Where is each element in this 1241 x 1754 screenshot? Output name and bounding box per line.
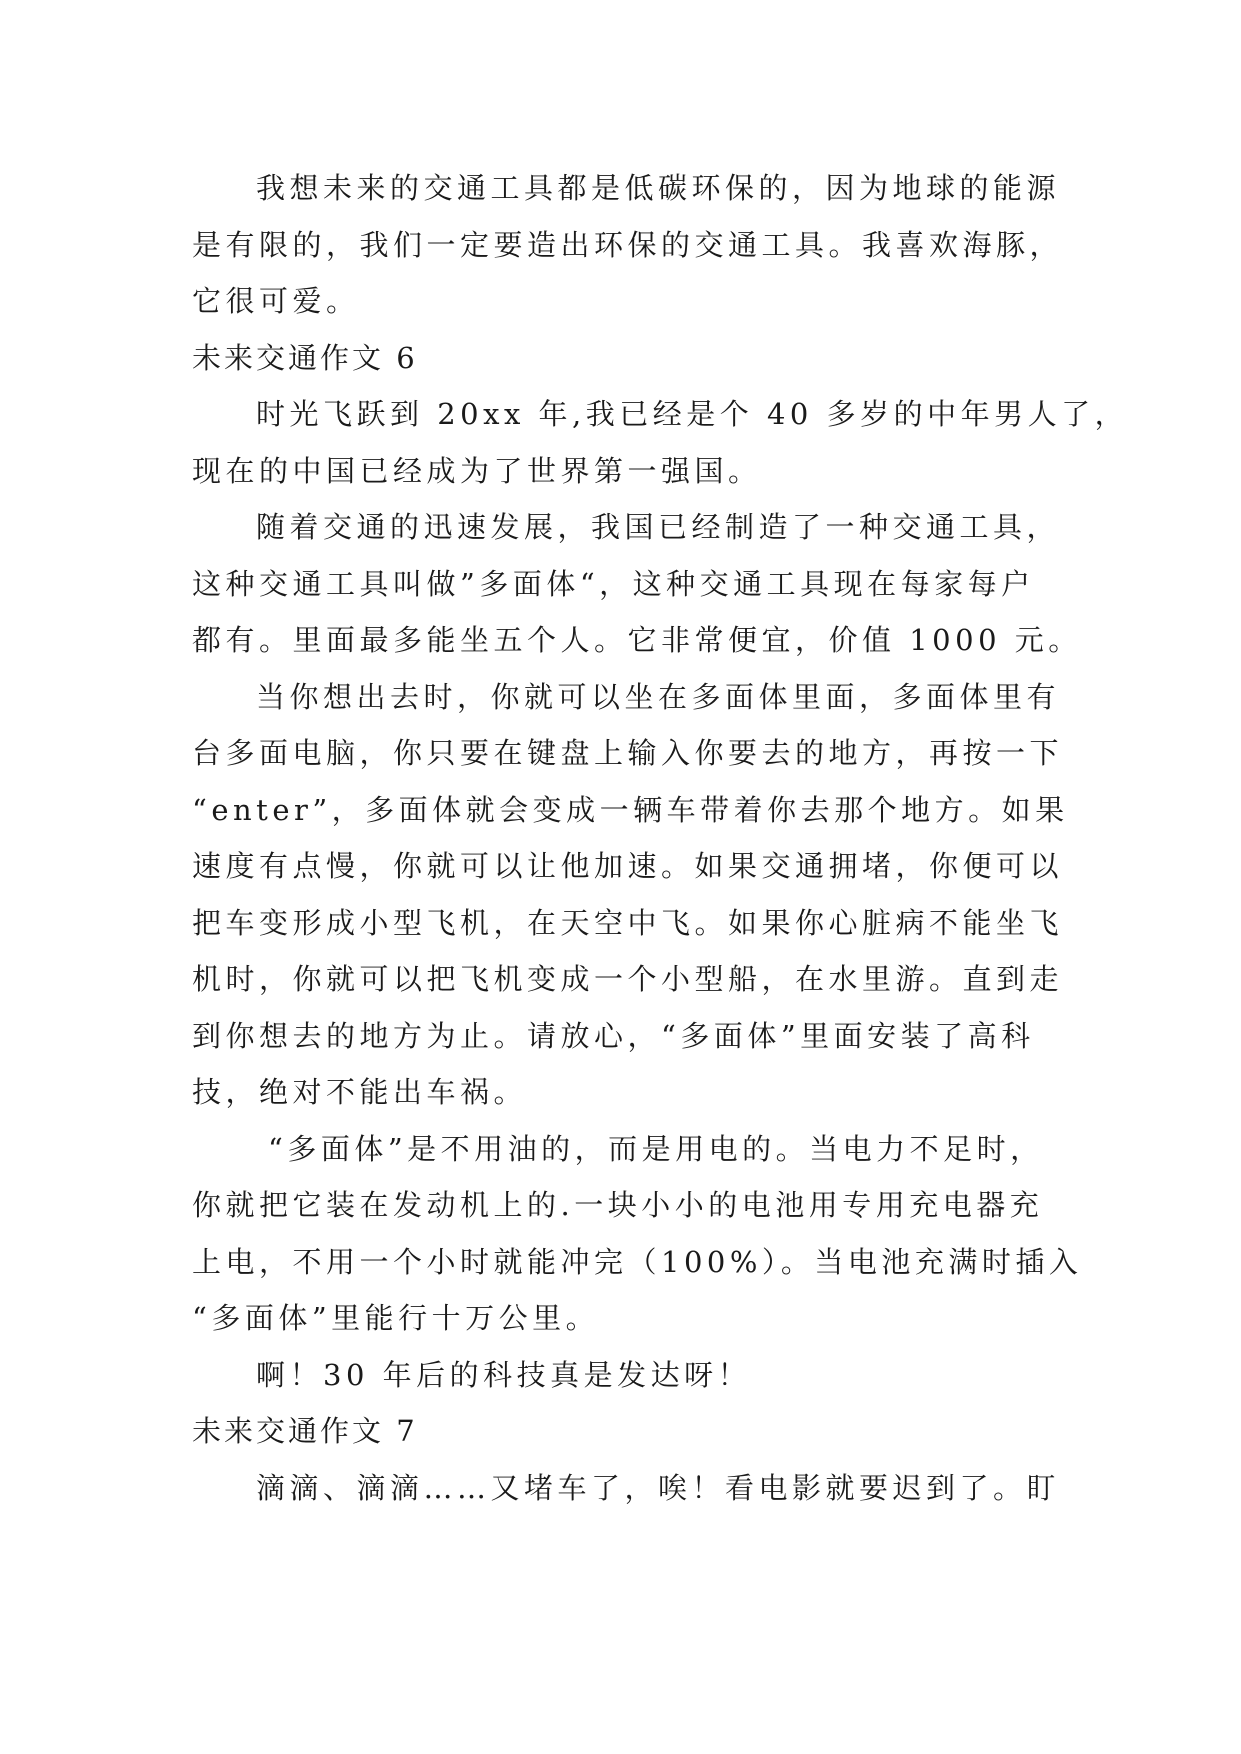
paragraph-line: 我想未来的交通工具都是低碳环保的，因为地球的能源 — [256, 171, 1061, 205]
paragraph-line: 机时，你就可以把飞机变成一个小型船，在水里游。直到走 — [192, 962, 1064, 996]
section-heading: 未来交通作文 6 — [192, 340, 418, 375]
paragraph-line: 速度有点慢，你就可以让他加速。如果交通拥堵，你便可以 — [192, 849, 1064, 883]
paragraph-line: 到你想去的地方为止。请放心，“多面体”里面安装了高科 — [192, 1018, 1035, 1053]
paragraph-line: 把车变形成小型飞机，在天空中飞。如果你心脏病不能坐飞 — [192, 905, 1064, 940]
paragraph-line: 是有限的，我们一定要造出环保的交通工具。我喜欢海豚， — [192, 227, 1064, 262]
paragraph-line: 当你想出去时，你就可以坐在多面体里面，多面体里有 — [256, 679, 1061, 714]
paragraph-line: 这种交通工具叫做”多面体“，这种交通工具现在每家每户 — [192, 566, 1035, 601]
paragraph-line: 滴滴、滴滴……又堵车了，唉！看电影就要迟到了。盯 — [256, 1470, 1061, 1505]
paragraph-line: 啊！30 年后的科技真是发达呀！ — [256, 1357, 752, 1392]
paragraph-line: 台多面电脑，你只要在键盘上输入你要去的地方，再按一下 — [192, 736, 1064, 770]
paragraph-line: 现在的中国已经成为了世界第一强国。 — [192, 453, 762, 488]
paragraph-line: 你就把它装在发动机上的.一块小小的电池用专用充电器充 — [192, 1188, 1044, 1222]
paragraph-line: “多面体”是不用油的，而是用电的。当电力不足时， — [268, 1131, 1044, 1166]
paragraph-line: “enter”，多面体就会变成一辆车带着你去那个地方。如果 — [192, 792, 1069, 827]
paragraph-line: “多面体”里能行十万公里。 — [192, 1301, 600, 1335]
paragraph-line: 上电，不用一个小时就能冲完（100%）。当电池充满时插入 — [192, 1244, 1083, 1279]
paragraph-line: 时光飞跃到 20xx 年,我已经是个 40 多岁的中年男人了， — [256, 397, 1129, 431]
paragraph-line: 它很可爱。 — [192, 284, 360, 318]
section-heading: 未来交通作文 7 — [192, 1414, 418, 1448]
document-body — [192, 160, 1129, 1516]
paragraph-line: 都有。里面最多能坐五个人。它非常便宜，价值 1000 元。 — [192, 623, 1082, 657]
paragraph-line: 技，绝对不能出车祸。 — [192, 1075, 528, 1109]
paragraph-line: 随着交通的迅速发展，我国已经制造了一种交通工具， — [256, 510, 1061, 544]
